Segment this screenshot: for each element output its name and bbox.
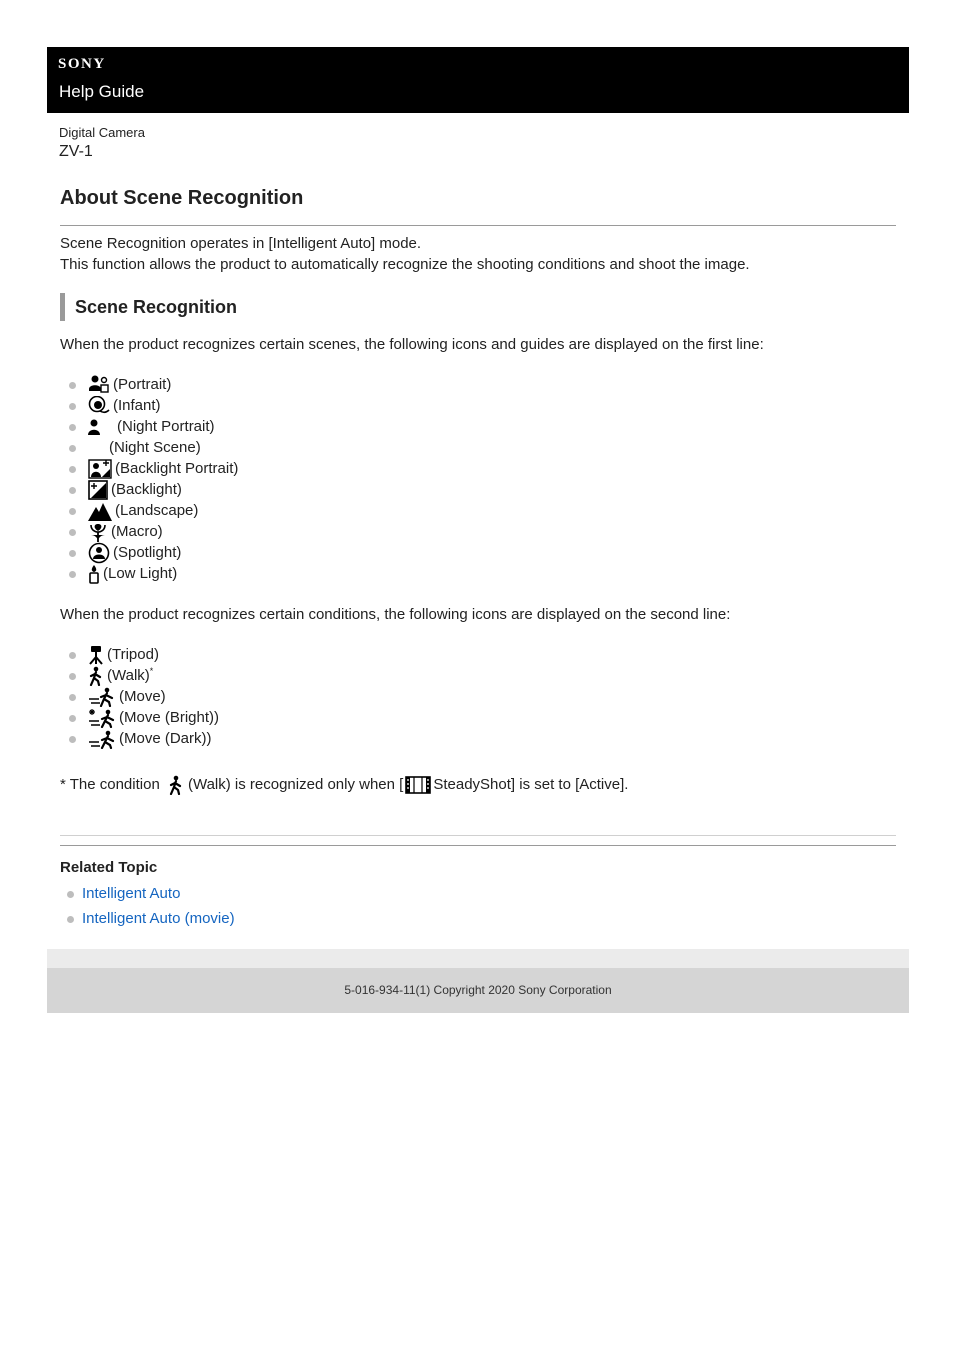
- footer: [47, 968, 909, 1013]
- move-bright-icon: [88, 708, 116, 728]
- backlight-icon: [88, 480, 108, 500]
- intro-text: [60, 233, 750, 275]
- link-intelligent-auto-movie[interactable]: Intelligent Auto (movie): [82, 910, 235, 927]
- first-line-description: When the product recognizes certain scenes, the following icons and guides are displayed on the first line:: [60, 336, 764, 353]
- list-item: (Backlight Portrait): [68, 458, 238, 479]
- list-item: (Low Light): [68, 563, 238, 584]
- product-model: ZV-1: [59, 143, 93, 160]
- scene-icon-list: [68, 374, 238, 584]
- walk-footnote: * The condition (Walk) is recognized only when [ SteadyShot] is set to [Active].: [60, 774, 628, 796]
- list-item: (Tripod): [68, 644, 219, 665]
- section-divider: [60, 845, 896, 846]
- backlight-portrait-icon: [88, 459, 112, 479]
- list-item: (Backlight): [68, 479, 238, 500]
- walk-icon: [168, 775, 184, 795]
- help-guide-title: Help Guide: [59, 82, 145, 101]
- second-line-description: When the product recognizes certain conditions, the following icons are displayed on the second line:: [60, 606, 731, 623]
- low-light-icon: [88, 564, 100, 584]
- list-item: (Macro): [68, 521, 238, 542]
- link-intelligent-auto[interactable]: Intelligent Auto: [82, 885, 181, 902]
- list-item: (Move (Dark)): [68, 728, 219, 749]
- list-item: (Night Portrait): [68, 416, 238, 437]
- list-item: (Move (Bright)): [68, 707, 219, 728]
- footer-band: [47, 949, 909, 968]
- landscape-icon: [88, 501, 112, 521]
- related-topic-heading: Related Topic: [60, 859, 158, 876]
- infant-icon: [88, 396, 110, 416]
- night-scene-icon: [88, 437, 106, 459]
- steadyshot-film-icon: [405, 776, 431, 794]
- list-item: (Walk)*: [68, 665, 219, 686]
- spotlight-icon: [88, 542, 110, 564]
- site-header: [47, 47, 909, 113]
- section-heading: Scene Recognition: [60, 293, 237, 321]
- move-dark-icon: [88, 729, 116, 749]
- tripod-icon: [88, 645, 104, 665]
- list-item: [66, 883, 235, 908]
- night-portrait-icon: [88, 417, 114, 437]
- condition-icon-list: [68, 644, 219, 749]
- list-item: (Move): [68, 686, 219, 707]
- section-divider: [60, 835, 896, 836]
- list-item: (Night Scene): [68, 437, 238, 458]
- list-item: [66, 908, 235, 933]
- intro-line: This function allows the product to automatically recognize the shooting conditions and shoot the image.: [60, 256, 750, 273]
- page-title: About Scene Recognition: [60, 187, 304, 209]
- intro-line: Scene Recognition operates in [Intelligent Auto] mode.: [60, 235, 422, 252]
- product-type: Digital Camera: [59, 125, 145, 140]
- sony-logo: SONY: [58, 56, 106, 72]
- list-item: (Landscape): [68, 500, 238, 521]
- related-topic-list: [66, 883, 235, 933]
- move-icon: [88, 687, 116, 707]
- list-item: (Spotlight): [68, 542, 238, 563]
- list-item: (Portrait): [68, 374, 238, 395]
- title-divider: [60, 225, 896, 226]
- macro-icon: [88, 522, 108, 542]
- copyright-text: 5-016-934-11(1) Copyright 2020 Sony Corporation: [344, 983, 612, 997]
- portrait-icon: [88, 375, 110, 395]
- list-item: (Infant): [68, 395, 238, 416]
- walk-icon: [88, 666, 104, 686]
